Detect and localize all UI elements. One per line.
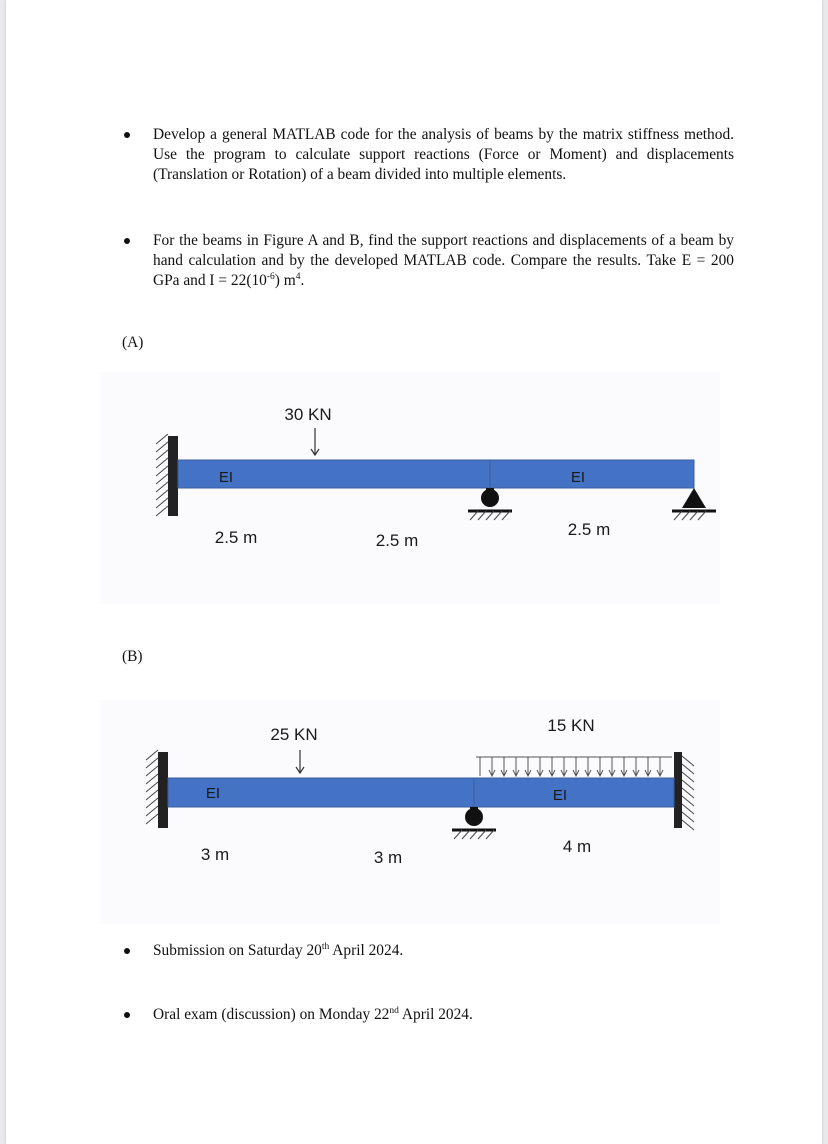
- figure-a: [100, 372, 720, 604]
- point-load-label: 25 KN: [270, 725, 318, 744]
- bullet-dot: [124, 948, 130, 954]
- figure-a-label: (A): [122, 334, 144, 351]
- beam: [178, 460, 694, 488]
- ei-left-label: EI: [218, 469, 234, 486]
- span-1-label: 3 m: [200, 845, 230, 864]
- ei-right-label: EI: [570, 469, 586, 486]
- span-3-label: 4 m: [562, 837, 592, 856]
- bullet-text: Develop a general MATLAB code for the analysis of beams by the matrix stiffness method. Use the program to calculate support reactions (Force or Moment) and displacements (Translation or Rotation) of a beam divided into multiple elements.: [153, 126, 734, 183]
- load-arrow-icon: [311, 428, 319, 455]
- span-2-label: 3 m: [373, 848, 403, 867]
- bullet-matlab-task: [124, 125, 734, 185]
- bullet-submission: [124, 941, 734, 961]
- fixed-support-right: [674, 752, 694, 830]
- bullet-oral-exam: [124, 1005, 734, 1025]
- distributed-load-icon: [476, 757, 672, 776]
- pin-support-right: [672, 488, 716, 520]
- beam: [168, 778, 674, 807]
- span-3-label: 2.5 m: [567, 520, 611, 539]
- bullet-dot: [124, 238, 130, 244]
- bullet-dot: [124, 132, 130, 138]
- roller-support: [452, 807, 496, 839]
- load-label: 30 KN: [284, 405, 332, 424]
- figure-b-label: (B): [122, 648, 143, 665]
- bullet-dot: [124, 1012, 130, 1018]
- ei-left-label: EI: [205, 785, 221, 802]
- fixed-support-left: [156, 434, 178, 516]
- bullet-beams-task: [124, 231, 734, 291]
- span-2-label: 2.5 m: [375, 531, 419, 550]
- fixed-support-left: [146, 750, 168, 828]
- load-arrow-icon: [296, 750, 304, 773]
- roller-support: [468, 488, 512, 520]
- ei-right-label: EI: [552, 787, 568, 804]
- udl-load-label: 15 KN: [547, 716, 595, 735]
- figure-b: [100, 700, 720, 924]
- bullet-text: Oral exam (discussion) on Monday 22nd April 2024.: [153, 1005, 473, 1023]
- bullet-text: Submission on Saturday 20th April 2024.: [153, 941, 404, 959]
- span-1-label: 2.5 m: [214, 528, 258, 547]
- bullet-text: For the beams in Figure A and B, find the support reactions and displacements of a beam by hand calculation and by the developed MATLAB code. Compare the results. Take E = 200 GPa and $I = 22(10^{-6})$ $m^4$.: [153, 232, 734, 289]
